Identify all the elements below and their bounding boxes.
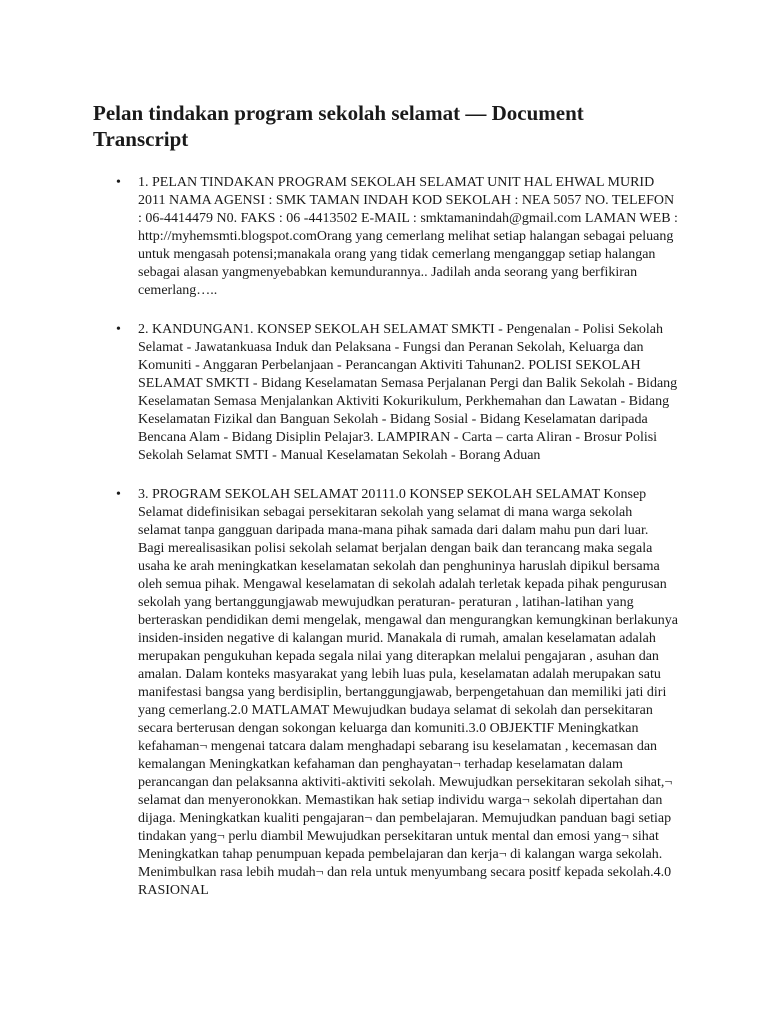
list-item xyxy=(93,486,678,900)
list-item-text: 1. PELAN TINDAKAN PROGRAM SEKOLAH SELAMAT UNIT HAL EHWAL MURID 2011 NAMA AGENSI : SMK TAMAN INDAH KOD SEKOLAH : NEA 5057 NO. TELEFON : 06-4414479 N0. FAKS : 06 -4413502 E-MAIL : smktamanindah@gmail.com LAMAN WEB : http://myhemsmti.blogspot.comOrang yang cemerlang melihat setiap halangan sebagai peluang untuk mengasah potensi;manakala orang yang tidak cemerlang menganggap setiap halangan sebagai alasan yangmenyebabkan kemundurannya.. Jadilah anda seorang yang berfikiran cemerlang….. xyxy=(138,175,678,298)
transcript-list xyxy=(93,174,678,900)
document-title: Pelan tindakan program sekolah selamat — Document Transcript xyxy=(93,101,584,151)
bullet-icon: • xyxy=(116,322,121,337)
list-item-text: 3. PROGRAM SEKOLAH SELAMAT 20111.0 KONSEP SEKOLAH SELAMAT Konsep Selamat didefinisikan sebagai persekitaran sekolah yang selamat di mana warga sekolah selamat tanpa gangguan daripada mana-mana pihak samada dari dalam mahu pun dari luar. Bagi merealisasikan polisi sekolah selamat berjalan dengan baik dan terancang maka segala usaha ke arah meningkatkan keselamatan sekolah dan penghuninya haruslah dipikul bersama oleh semua pihak. Mengawal keselamatan di sekolah adalah terletak kepada pihak pengurusan sekolah yang bertanggungjawab mewujudkan peraturan- peraturan , latihan-latihan yang berteraskan pendidikan demi mengelak, mengawal dan mengurangkan kemungkinan berlakunya insiden-insiden negative di kalangan murid. Manakala di rumah, amalan keselamatan adalah merupakan pengukuhan kepada segala nilai yang diterapkan melalui pengajaran , asuhan dan amalan. Dalam konteks masyarakat yang lebih luas pula, keselamatan adalah merupakan satu manifestasi bangsa yang berdisiplin, bertanggungjawab, berpengetahuan dan memiliki jati diri yang cemerlang.2.0 MATLAMAT Mewujudkan budaya selamat di sekolah dan persekitaran secara berterusan dengan sokongan keluarga dan komuniti.3.0 OBJEKTIF Meningkatkan kefahaman¬ mengenai tatcara dalam menghadapi sebarang isu keselamatan , kecemasan dan kemalangan Meningkatkan kefahaman dan penghayatan¬ terhadap keselamatan dalam perancangan dan pelaksanna aktiviti-aktiviti sekolah. Mewujudkan persekitaran sekolah sihat,¬ selamat dan menyeronokkan. Memastikan hak setiap individu warga¬ sekolah dipertahan dan dijaga. Meningkatkan kualiti pengajaran¬ dan pembelajaran. Memujudkan panduan bagi setiap tindakan yang¬ perlu diambil Mewujudkan persekitaran untuk mental dan emosi yang¬ sihat Meningkatkan tahap penumpuan kepada pembelajaran dan kerja¬ di kalangan warga sekolah. Menimbulkan rasa lebih mudah¬ dan rela untuk menyumbang secara positf kepada sekolah.4.0 RASIONAL xyxy=(138,487,678,898)
list-item-text: 2. KANDUNGAN1. KONSEP SEKOLAH SELAMAT SMKTI - Pengenalan - Polisi Sekolah Selamat - Jawatankuasa Induk dan Pelaksana - Fungsi dan Peranan Sekolah, Keluarga dan Komuniti - Anggaran Perbelanjaan - Perancangan Aktiviti Tahunan2. POLISI SEKOLAH SELAMAT SMKTI - Bidang Keselamatan Semasa Perjalanan Pergi dan Balik Sekolah - Bidang Keselamatan Semasa Menjalankan Aktiviti Kokurikulum, Perkhemahan dan Lawatan - Bidang Keselamatan Fizikal dan Banguan Sekolah - Bidang Sosial - Bidang Keselamatan daripada Bencana Alam - Bidang Disiplin Pelajar3. LAMPIRAN - Carta – carta Aliran - Brosur Polisi Sekolah Selamat SMTI - Manual Keselamatan Sekolah - Borang Aduan xyxy=(138,322,678,463)
bullet-icon: • xyxy=(116,175,121,190)
list-item xyxy=(93,174,678,300)
bullet-icon: • xyxy=(116,487,121,502)
document-page xyxy=(93,100,678,921)
list-item xyxy=(93,321,678,465)
